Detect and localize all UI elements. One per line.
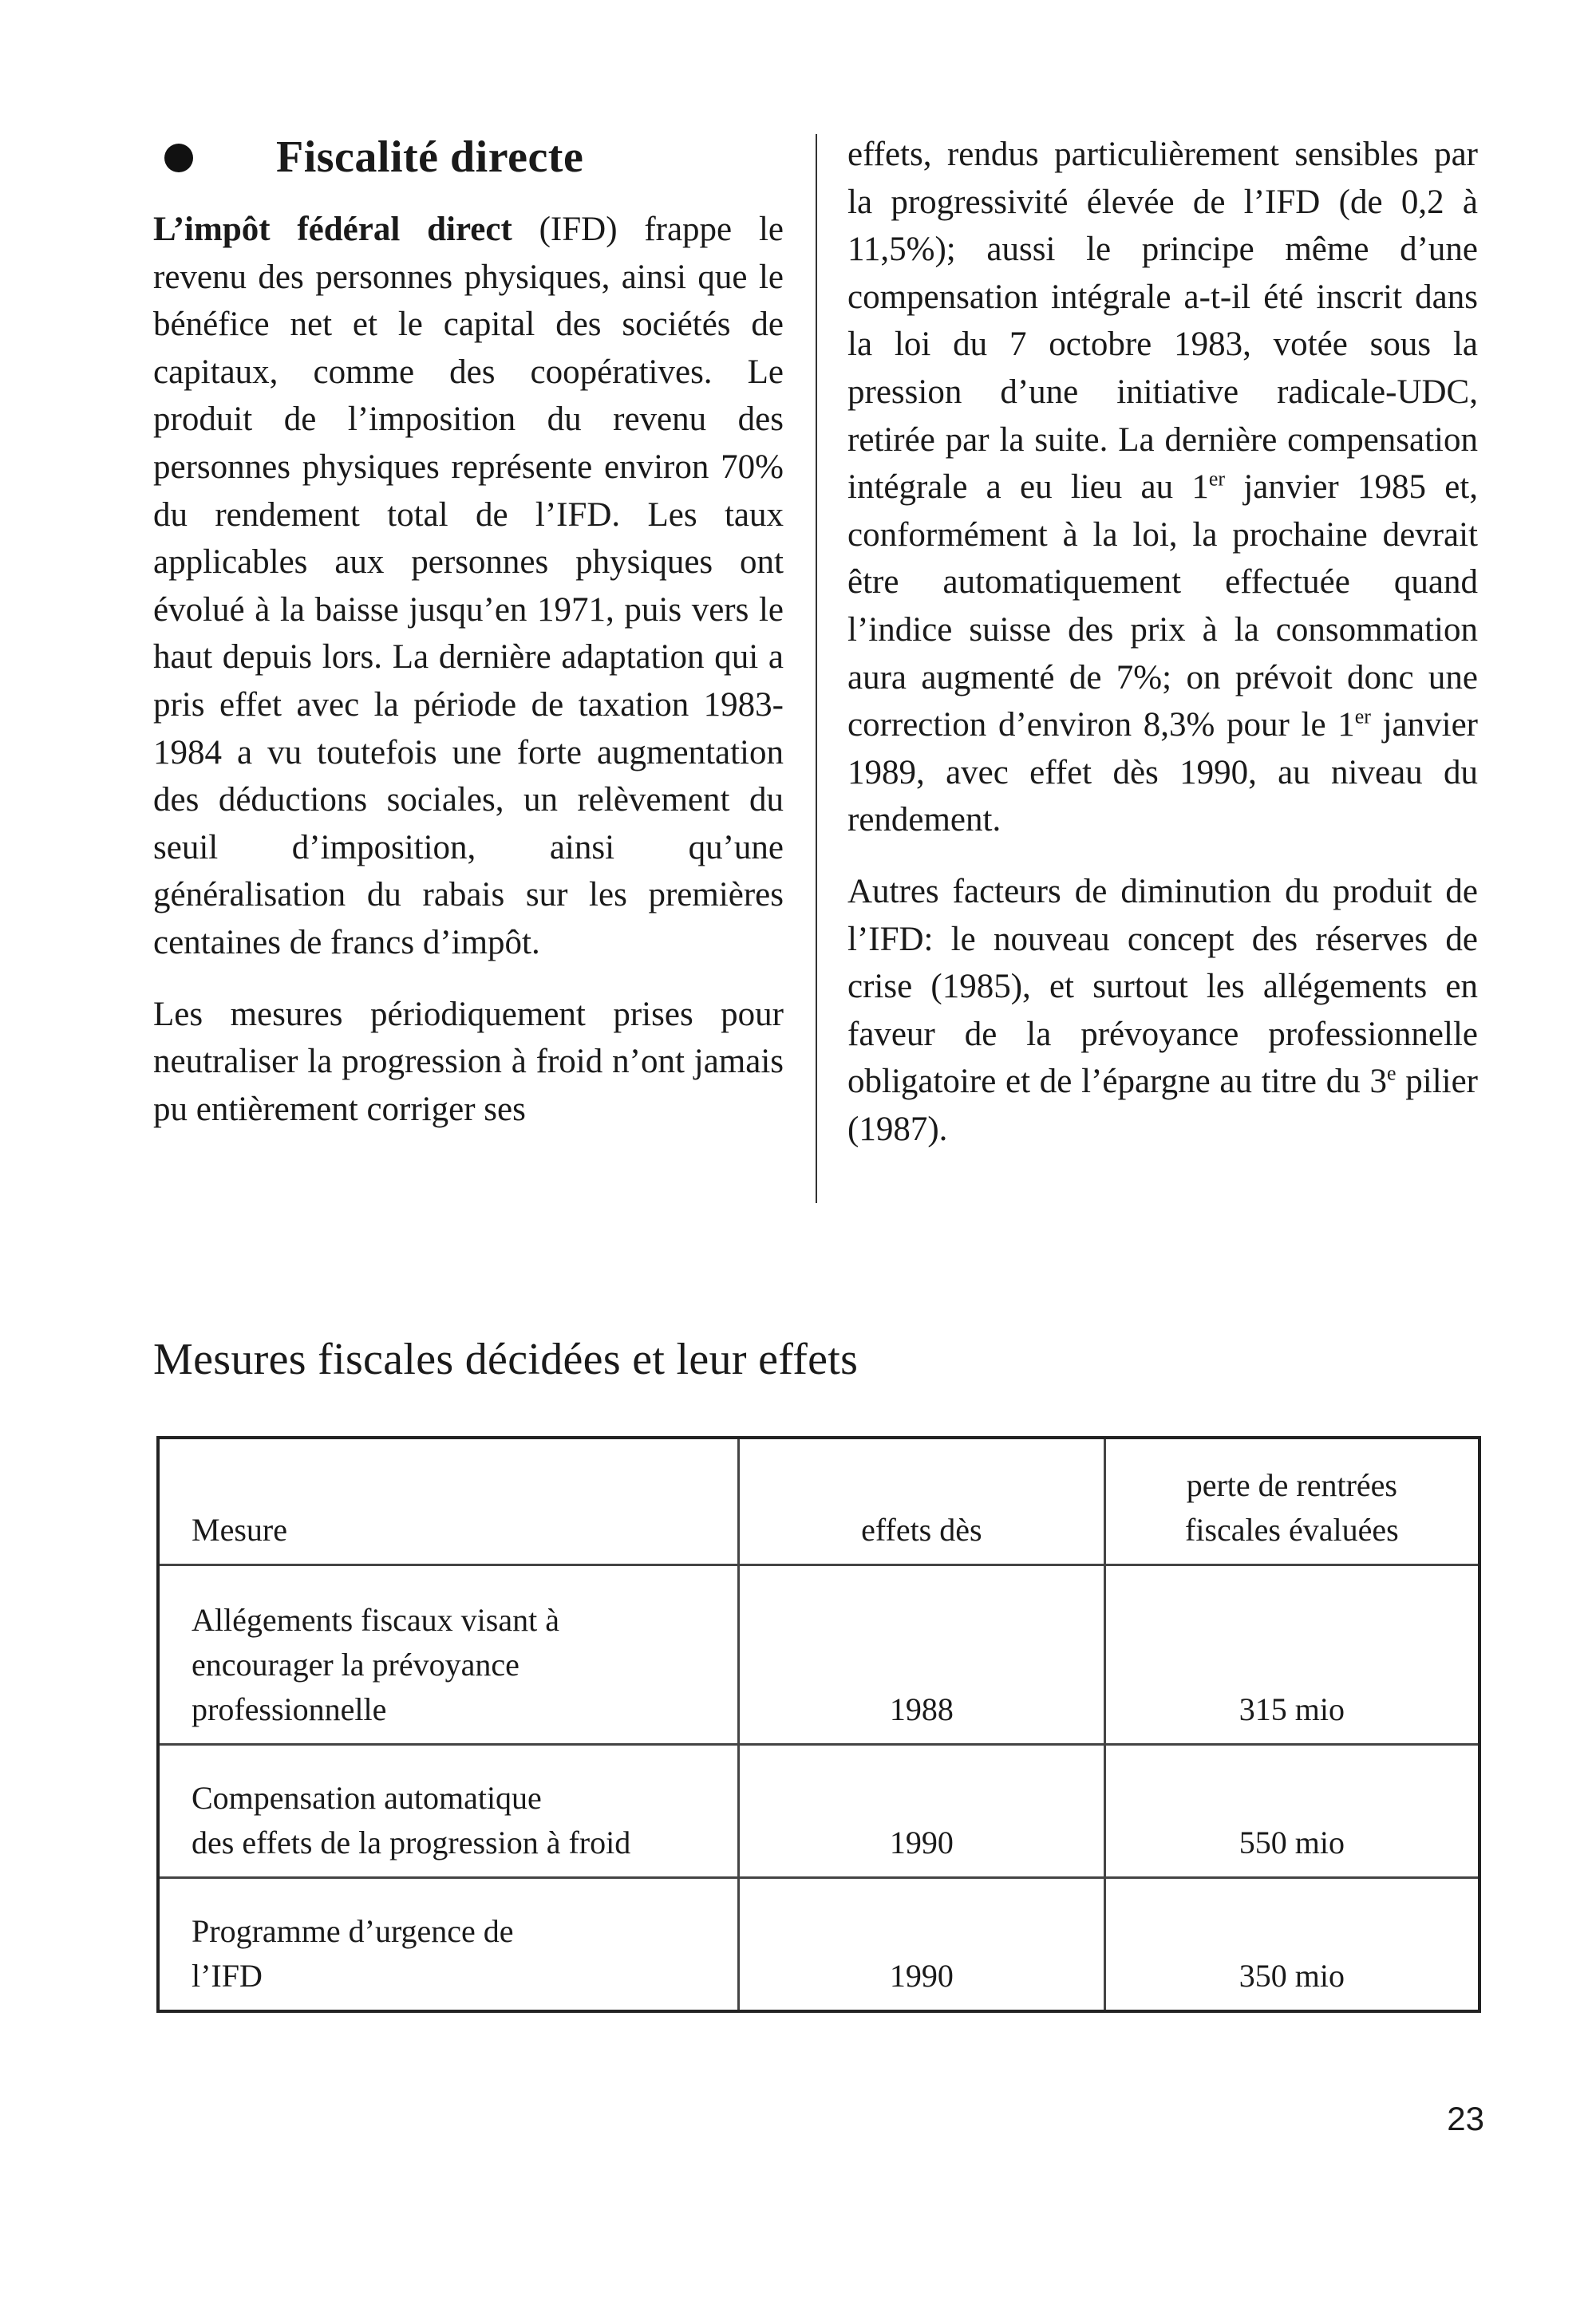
- cell-year: 1988: [739, 1565, 1105, 1745]
- paragraph-text: (IFD) frappe le revenu des personnes physiques, ainsi que le bénéfice net et le capital des sociétés de capitaux, comme des coopératives. Le produit de l’imposition du revenu des personnes physiques représente environ 70% du rendement total de l’IFD. Les taux applicables aux personnes physiques ont évolué à la baisse jusqu’en 1971, puis vers le haut depuis lors. La dernière adaptation qui a pris effet avec la période de taxation 1983-1984 a vu toutefois une forte augmentation des déductions sociales, un relèvement du seuil d’imposition, ainsi qu’une généralisation du rabais sur les premières centaines de francs d’impôt.: [153, 211, 784, 961]
- paragraph-text: pilier (1987).: [847, 1063, 1478, 1148]
- left-column: [153, 128, 784, 1157]
- table-row: [158, 1745, 1479, 1878]
- cell-loss: 350 mio: [1104, 1878, 1479, 2012]
- cell-measure: [158, 1745, 739, 1878]
- paragraph-text: Autres facteurs de diminution du produit de l’IFD: le nouveau concept des réserves de crise (1985), et surtout les allégements en faveur de la prévoyance professionnelle obligatoire et de l’épargne au titre du 3: [847, 872, 1478, 1101]
- paragraph-lead-bold: L’impôt fédéral direct: [153, 211, 512, 248]
- cell-line: encourager la prévoyance: [192, 1647, 519, 1683]
- section-heading: [153, 128, 784, 188]
- column-divider: [816, 134, 817, 1203]
- table-header-row: [158, 1438, 1479, 1565]
- section-title: Fiscalité directe: [276, 132, 584, 183]
- right-column: [847, 131, 1478, 1177]
- header-effects-from: effets dès: [739, 1438, 1105, 1565]
- table-title: Mesures fiscales décidées et leur effets: [153, 1335, 859, 1384]
- cell-measure: [158, 1878, 739, 2012]
- superscript: er: [1354, 704, 1371, 728]
- header-estimated-loss: [1104, 1438, 1479, 1565]
- paragraph-compensation: [847, 131, 1478, 844]
- paragraph-ifd-intro: [153, 206, 784, 967]
- table-row: [158, 1565, 1479, 1745]
- paragraph-text: effets, rendus particulièrement sensibles par la progressivité élevée de l’IFD (de 0,2 à 11,5%); aussi le principe même d’une compensation intégrale a-t-il été inscrit dans la loi du 7 octobre 1983, votée sous la pression d’une initiative radicale-UDC, retirée par la suite. La dernière compensation intégrale a eu lieu au 1: [847, 136, 1478, 507]
- cell-line: Allégements fiscaux visant à: [192, 1602, 559, 1638]
- cell-year: 1990: [739, 1745, 1105, 1878]
- cell-loss: 315 mio: [1104, 1565, 1479, 1745]
- table-row: [158, 1878, 1479, 2012]
- page-number: 23: [1447, 2100, 1484, 2137]
- paragraph-text: janvier 1989, avec effet dès 1990, au niveau du rendement.: [847, 706, 1478, 839]
- cell-line: l’IFD: [192, 1958, 263, 1994]
- superscript: er: [1208, 467, 1226, 491]
- article-columns: [153, 128, 1478, 1205]
- paragraph-other-factors: [847, 868, 1478, 1154]
- header-measure: Mesure: [158, 1438, 739, 1565]
- cell-line: Programme d’urgence de: [192, 1913, 514, 1949]
- bullet-icon: [164, 144, 193, 172]
- paragraph-cold-progression: Les mesures périodiquement prises pour neutraliser la progression à froid n’ont jamais pu entièrement corriger ses: [153, 995, 784, 1128]
- cell-line: professionnelle: [192, 1691, 387, 1727]
- header-line: fiscales évaluées: [1185, 1512, 1399, 1548]
- superscript: e: [1386, 1061, 1396, 1085]
- measures-table: [156, 1436, 1481, 2013]
- cell-line: des effets de la progression à froid: [192, 1825, 631, 1860]
- cell-line: Compensation automatique: [192, 1780, 542, 1816]
- cell-year: 1990: [739, 1878, 1105, 2012]
- cell-measure: [158, 1565, 739, 1745]
- header-line: perte de rentrées: [1186, 1467, 1397, 1503]
- cell-loss: 550 mio: [1104, 1745, 1479, 1878]
- paragraph-text: janvier 1985 et, conformément à la loi, la prochaine devrait être automatiquement effectuée quand l’indice suisse des prix à la consommation aura augmenté de 7%; on prévoit donc une correction d’environ 8,3% pour le 1: [847, 468, 1478, 744]
